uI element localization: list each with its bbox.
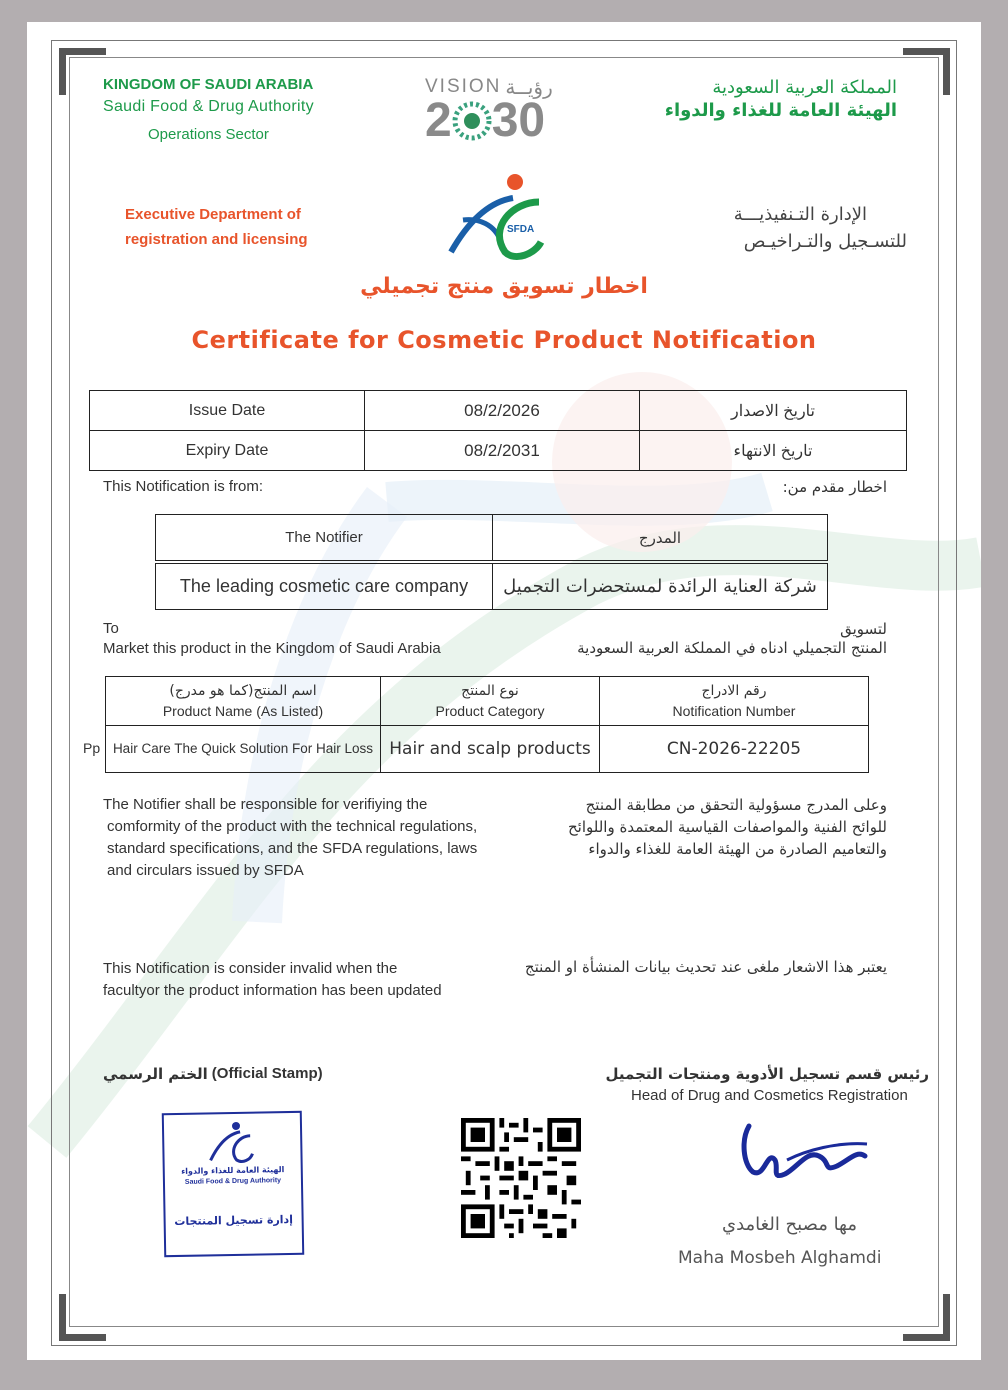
notifier-value: The leading cosmetic care company bbox=[156, 564, 493, 610]
signature-icon bbox=[727, 1120, 877, 1200]
invalid-en-line2: facultyor the product information has been updated bbox=[103, 982, 442, 999]
header-sfda-en: Saudi Food & Drug Authority bbox=[103, 98, 314, 115]
product-name-header bbox=[106, 677, 381, 726]
dept-ar-line1: الإدارة التـنفيذيـــة bbox=[733, 204, 867, 225]
notifier-value-row bbox=[156, 564, 828, 610]
issue-date-label-ar: تاريخ الاصدار bbox=[640, 391, 907, 431]
header-kingdom-ar: المملكة العربية السعودية bbox=[712, 77, 897, 98]
issue-date-label: Issue Date bbox=[90, 391, 365, 431]
header-kingdom-en: KINGDOM OF SAUDI ARABIA bbox=[103, 76, 314, 93]
notifier-header-row bbox=[156, 515, 828, 561]
product-category-header-ar: نوع المنتج bbox=[461, 683, 519, 699]
responsibility-ar bbox=[568, 794, 887, 860]
stamp-text-dept: إدارة تسجيل المنتجات bbox=[174, 1212, 294, 1229]
responsibility-en-line4: and circulars issued by SFDA bbox=[107, 862, 304, 879]
to-text-en: Market this product in the Kingdom of Saudi Arabia bbox=[103, 640, 441, 657]
signer-title-ar: رئيس قسم تسجيل الأدوية ومنتجات التجميل bbox=[605, 1065, 929, 1083]
issue-date-row bbox=[90, 391, 907, 431]
product-category-value: Hair and scalp products bbox=[381, 726, 600, 773]
dept-en-line2: registration and licensing bbox=[125, 231, 308, 248]
notification-number-header-ar: رقم الادراج bbox=[701, 683, 767, 699]
from-label-ar: اخطار مقدم من: bbox=[782, 478, 887, 496]
vision-emblem-icon bbox=[452, 98, 492, 144]
header-sector-en: Operations Sector bbox=[148, 126, 269, 143]
dates-table bbox=[89, 390, 907, 471]
invalid-en bbox=[103, 958, 442, 1002]
responsibility-en-line1: The Notifier shall be responsible for verifiying the bbox=[103, 796, 428, 813]
dept-ar-line2: للتسـجيل والتـراخيـص bbox=[743, 231, 907, 252]
border-corner-bl bbox=[59, 1294, 106, 1341]
product-table bbox=[105, 676, 869, 773]
product-name-value: Hair Care The Quick Solution For Hair Loss bbox=[106, 726, 381, 773]
responsibility-ar-line2: للوائح الفنية والمواصفات القياسية المعتمدة واللوائح bbox=[567, 818, 887, 836]
from-label-en: This Notification is from: bbox=[103, 478, 264, 495]
invalid-ar: يعتبر هذا الاشعار ملغى عند تحديث بيانات المنشأة او المنتج bbox=[524, 958, 887, 976]
stamp-logo-icon bbox=[206, 1120, 257, 1165]
to-label-ar: لتسويق bbox=[840, 620, 887, 638]
vision-text: VISION bbox=[425, 76, 502, 97]
border-corner-tl bbox=[59, 48, 106, 95]
notifier-value-ar: شركة العناية الرائدة لمستحضرات التجميل bbox=[493, 564, 828, 610]
product-category-header-en: Product Category bbox=[435, 703, 545, 719]
title-ar: اخطار تسويق منتج تجميلي bbox=[360, 274, 648, 299]
sfda-logo-text: SFDA bbox=[507, 224, 535, 235]
product-value-row bbox=[106, 726, 869, 773]
qr-code[interactable] bbox=[453, 1114, 589, 1244]
border-corner-br bbox=[903, 1294, 950, 1341]
product-category-header bbox=[381, 677, 600, 726]
notifier-label: The Notifier bbox=[156, 515, 493, 561]
vision-year-2: 2 bbox=[425, 94, 452, 147]
qr-code-icon bbox=[461, 1118, 581, 1238]
product-name-header-en: Product Name (As Listed) bbox=[162, 703, 324, 719]
border-corner-tr bbox=[903, 48, 950, 95]
responsibility-en-line2: comformity of the product with the technical regulations, bbox=[107, 818, 478, 835]
stamp-text-en: Saudi Food & Drug Authority bbox=[184, 1177, 282, 1186]
responsibility-ar-line1: وعلى المدرج مسؤولية التحقق من مطابقة المنتج bbox=[585, 796, 887, 814]
responsibility-ar-line3: والتعاميم الصادرة من الهيئة العامة للغذاء والدواء bbox=[588, 840, 887, 858]
product-header-row bbox=[106, 677, 869, 726]
sfda-logo-icon bbox=[443, 172, 553, 262]
stamp-label-en: (Official Stamp) bbox=[211, 1065, 323, 1082]
signer-title-en: Head of Drug and Cosmetics Registration bbox=[631, 1087, 908, 1104]
notifier-label-ar: المدرج bbox=[493, 515, 828, 561]
vision-ar-text: رؤيــة bbox=[505, 75, 553, 99]
notification-number-header-en: Notification Number bbox=[672, 703, 796, 719]
issue-date-value: 08/2/2026 bbox=[365, 391, 640, 431]
to-label-en: To bbox=[103, 620, 119, 637]
notifier-table bbox=[155, 514, 828, 610]
product-name-prefix: Pp bbox=[83, 740, 101, 756]
official-stamp bbox=[162, 1111, 304, 1257]
expiry-date-value: 08/2/2031 bbox=[365, 431, 640, 471]
title-en: Certificate for Cosmetic Product Notification bbox=[191, 326, 817, 354]
invalid-en-line1: This Notification is consider invalid when the bbox=[103, 960, 398, 977]
signer-name-en: Maha Mosbeh Alghamdi bbox=[678, 1248, 882, 1268]
expiry-date-row bbox=[90, 431, 907, 471]
certificate-page bbox=[27, 22, 981, 1360]
expiry-date-label: Expiry Date bbox=[90, 431, 365, 471]
stamp-label bbox=[103, 1065, 323, 1083]
dept-en-line1: Executive Department of bbox=[125, 206, 301, 223]
expiry-date-label-ar: تاريخ الانتهاء bbox=[640, 431, 907, 471]
notification-number-value: CN-2026-22205 bbox=[600, 726, 869, 773]
vision-2030-logo bbox=[425, 75, 585, 148]
responsibility-en bbox=[103, 794, 477, 882]
signer-name-ar: مها مصبح الغامدي bbox=[722, 1214, 857, 1235]
header-sfda-ar: الهيئة العامة للغذاء والدواء bbox=[664, 100, 897, 121]
stamp-label-ar: الختم الرسمي bbox=[103, 1065, 208, 1083]
stamp-text-ar: الهيئة العامة للغذاء والدواء bbox=[181, 1165, 285, 1176]
to-text-ar: المنتج التجميلي ادناه في المملكة العربية السعودية bbox=[577, 639, 887, 657]
notification-number-header bbox=[600, 677, 869, 726]
vision-year-30: 30 bbox=[491, 94, 546, 147]
product-name-header-ar: اسم المنتج(كما هو مدرج) bbox=[169, 683, 317, 699]
responsibility-en-line3: standard specifications, and the SFDA regulations, laws bbox=[107, 840, 478, 857]
